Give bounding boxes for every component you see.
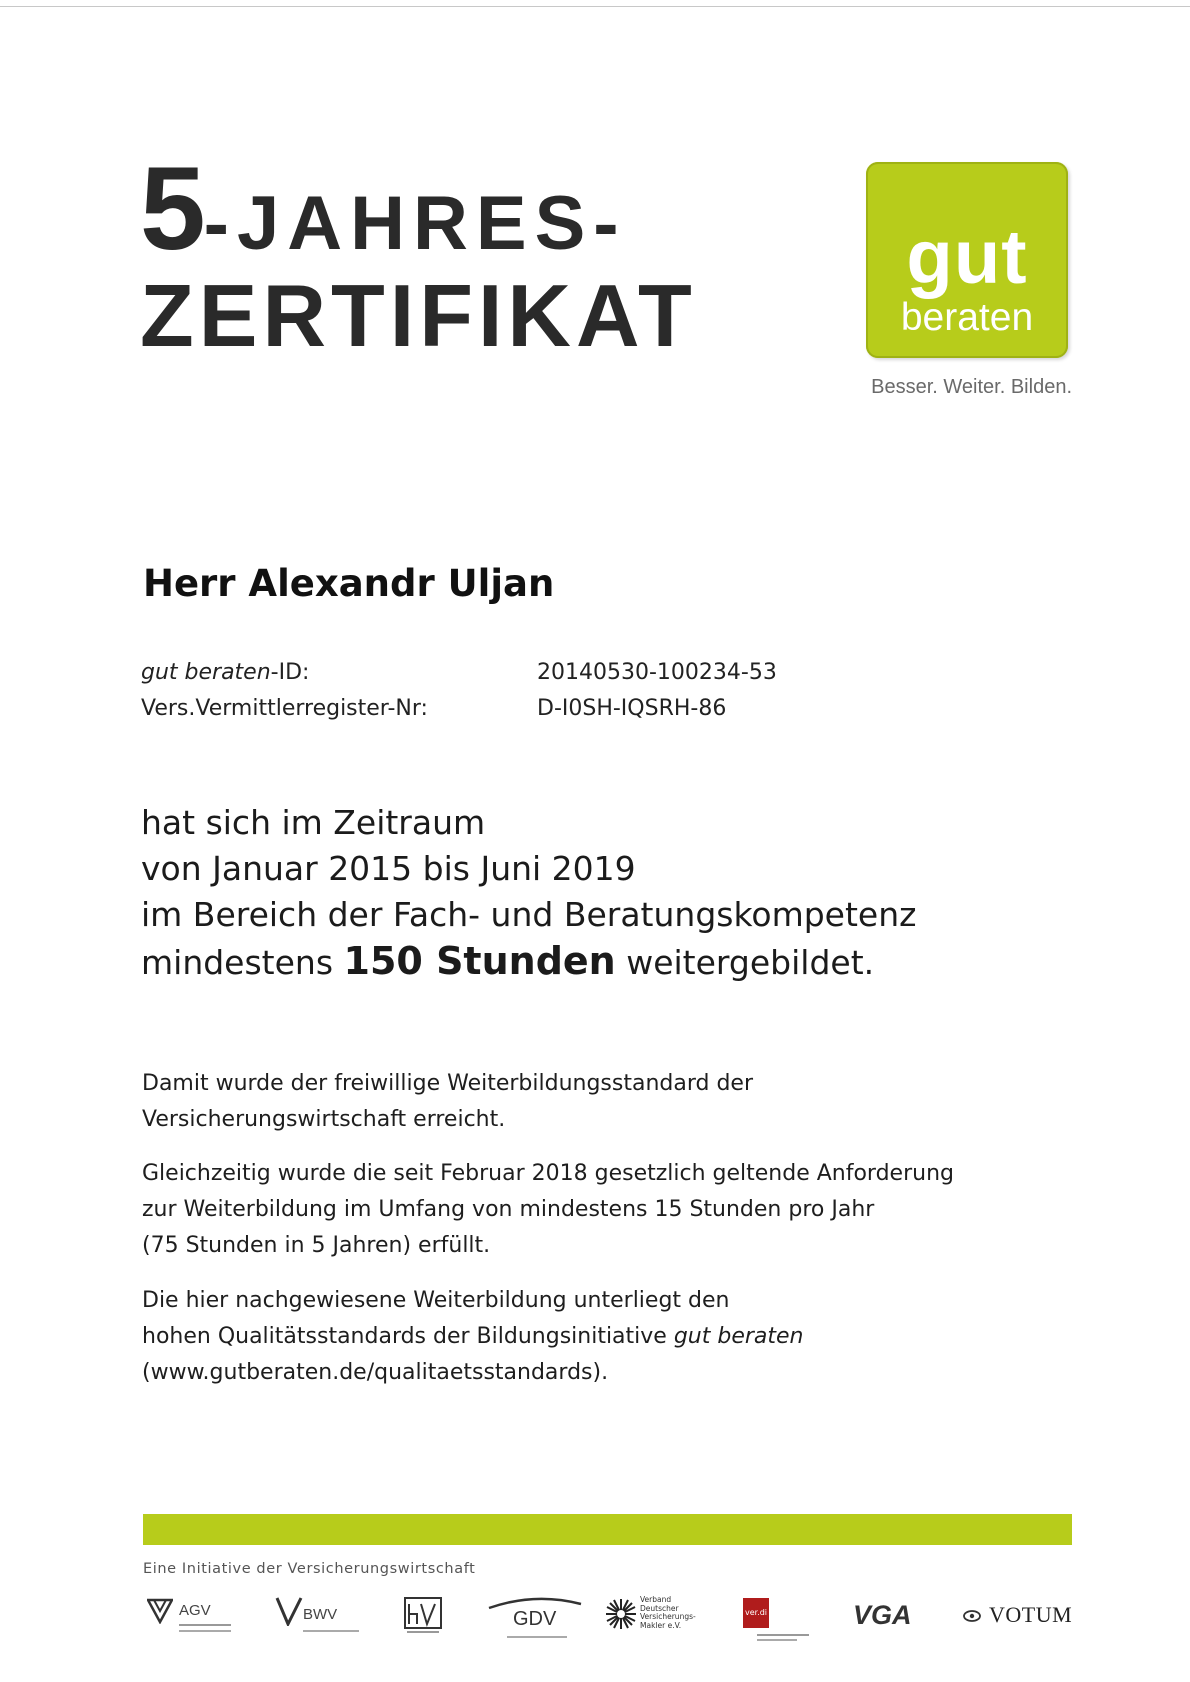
paragraph-line: Die hier nachgewiesene Weiterbildung unterliegt den [142, 1288, 730, 1313]
page-top-edge [0, 0, 1190, 7]
initiative-caption: Eine Initiative der Versicherungswirtschaft [143, 1561, 476, 1577]
id-label-suffix: -ID: [270, 660, 310, 685]
vdvm-text-line: Verband [640, 1595, 672, 1604]
verdi-logo [743, 1596, 823, 1646]
gdv-text: GDV [513, 1608, 557, 1630]
recipient-name: Herr Alexandr Uljan [143, 562, 555, 605]
vdvm-logo [605, 1596, 715, 1646]
paragraph-quality [142, 1283, 1082, 1391]
votum-logo [963, 1596, 1083, 1646]
vga-logo [853, 1596, 933, 1646]
bwv-mark-icon [275, 1596, 303, 1626]
vga-text: VGA [853, 1600, 912, 1630]
hours-highlight: 150 Stunden [343, 939, 616, 983]
statement-line4-pre: mindestens [141, 943, 344, 982]
statement-line4-post: weitergebildet. [615, 943, 875, 982]
id-label-brand: gut beraten [141, 660, 271, 685]
paragraph-line [142, 1319, 1082, 1355]
vdvm-text-line: Deutscher [640, 1603, 679, 1613]
vermittler-mark-icon [403, 1596, 443, 1636]
paragraph-line: Versicherungswirtschaft erreicht. [142, 1107, 506, 1132]
verdi-subtext-line [757, 1634, 809, 1636]
verdi-subtext-line [757, 1639, 797, 1641]
paragraph-line-pre: hohen Qualitätsstandards der Bildungsinitiative [142, 1324, 674, 1349]
paragraph-line: (75 Stunden in 5 Jahren) erfüllt. [142, 1233, 491, 1258]
paragraph-standard [142, 1066, 1082, 1138]
register-label: Vers.Vermittlerregister-Nr: [141, 696, 428, 721]
paragraph-line: Damit wurde der freiwillige Weiterbildungsstandard der [142, 1071, 754, 1096]
votum-eye-icon [963, 1610, 981, 1622]
paragraph-line: zur Weiterbildung im Umfang von mindestens 15 Stunden pro Jahr [142, 1197, 875, 1222]
agv-logo [143, 1596, 238, 1646]
paragraph-line-brand: gut beraten [673, 1324, 804, 1349]
gut-beraten-logo [866, 162, 1068, 358]
paragraph-line: Gleichzeitig wurde die seit Februar 2018 gesetzlich geltende Anforderung [142, 1161, 954, 1186]
quality-standards-link: (www.gutberaten.de/qualitaetsstandards). [142, 1360, 609, 1385]
agv-text: AGV [179, 1602, 211, 1619]
statement-line3: im Bereich der Fach- und Beratungskompetenz [141, 895, 917, 934]
logo-word-gut: gut [906, 215, 1028, 300]
agv-subtext-line [179, 1630, 231, 1632]
gdv-subtext-line [507, 1636, 567, 1638]
partner-logos [143, 1596, 1083, 1656]
vermittler-logo [401, 1596, 451, 1646]
vdvm-text-line: Makler e.V. [640, 1620, 682, 1630]
statement-line2: von Januar 2015 bis Juni 2019 [141, 849, 636, 888]
gdv-logo [483, 1596, 593, 1646]
votum-text: VOTUM [989, 1602, 1073, 1627]
vdvm-burst-icon [605, 1598, 637, 1630]
title-line2: ZERTIFIKAT [140, 266, 697, 365]
vdvm-text-line: Versicherungs- [640, 1612, 696, 1621]
bwv-subtext-line [303, 1630, 359, 1632]
statement-line1: hat sich im Zeitraum [141, 803, 486, 842]
register-value: D-I0SH-IQSRH-86 [537, 696, 727, 721]
statement-line4 [141, 938, 916, 986]
statement-block [141, 800, 916, 986]
certificate-title [140, 143, 697, 365]
bwv-logo [273, 1596, 368, 1646]
logo-word-beraten: beraten [900, 296, 1034, 339]
id-label [141, 660, 309, 685]
verdi-text: ver.di [743, 1598, 769, 1628]
logo-tagline: Besser. Weiter. Bilden. [871, 376, 1072, 398]
title-number: 5 [140, 143, 204, 275]
bwv-text: BWV [303, 1606, 338, 1623]
title-line1: -JAHRES- [203, 181, 627, 266]
agv-mark-icon [147, 1598, 173, 1624]
agv-subtext-line [179, 1624, 231, 1626]
id-value: 20140530-100234-53 [537, 660, 777, 685]
paragraph-legal [142, 1156, 1082, 1264]
vdvm-text [640, 1596, 696, 1630]
footer-green-bar [143, 1514, 1072, 1545]
